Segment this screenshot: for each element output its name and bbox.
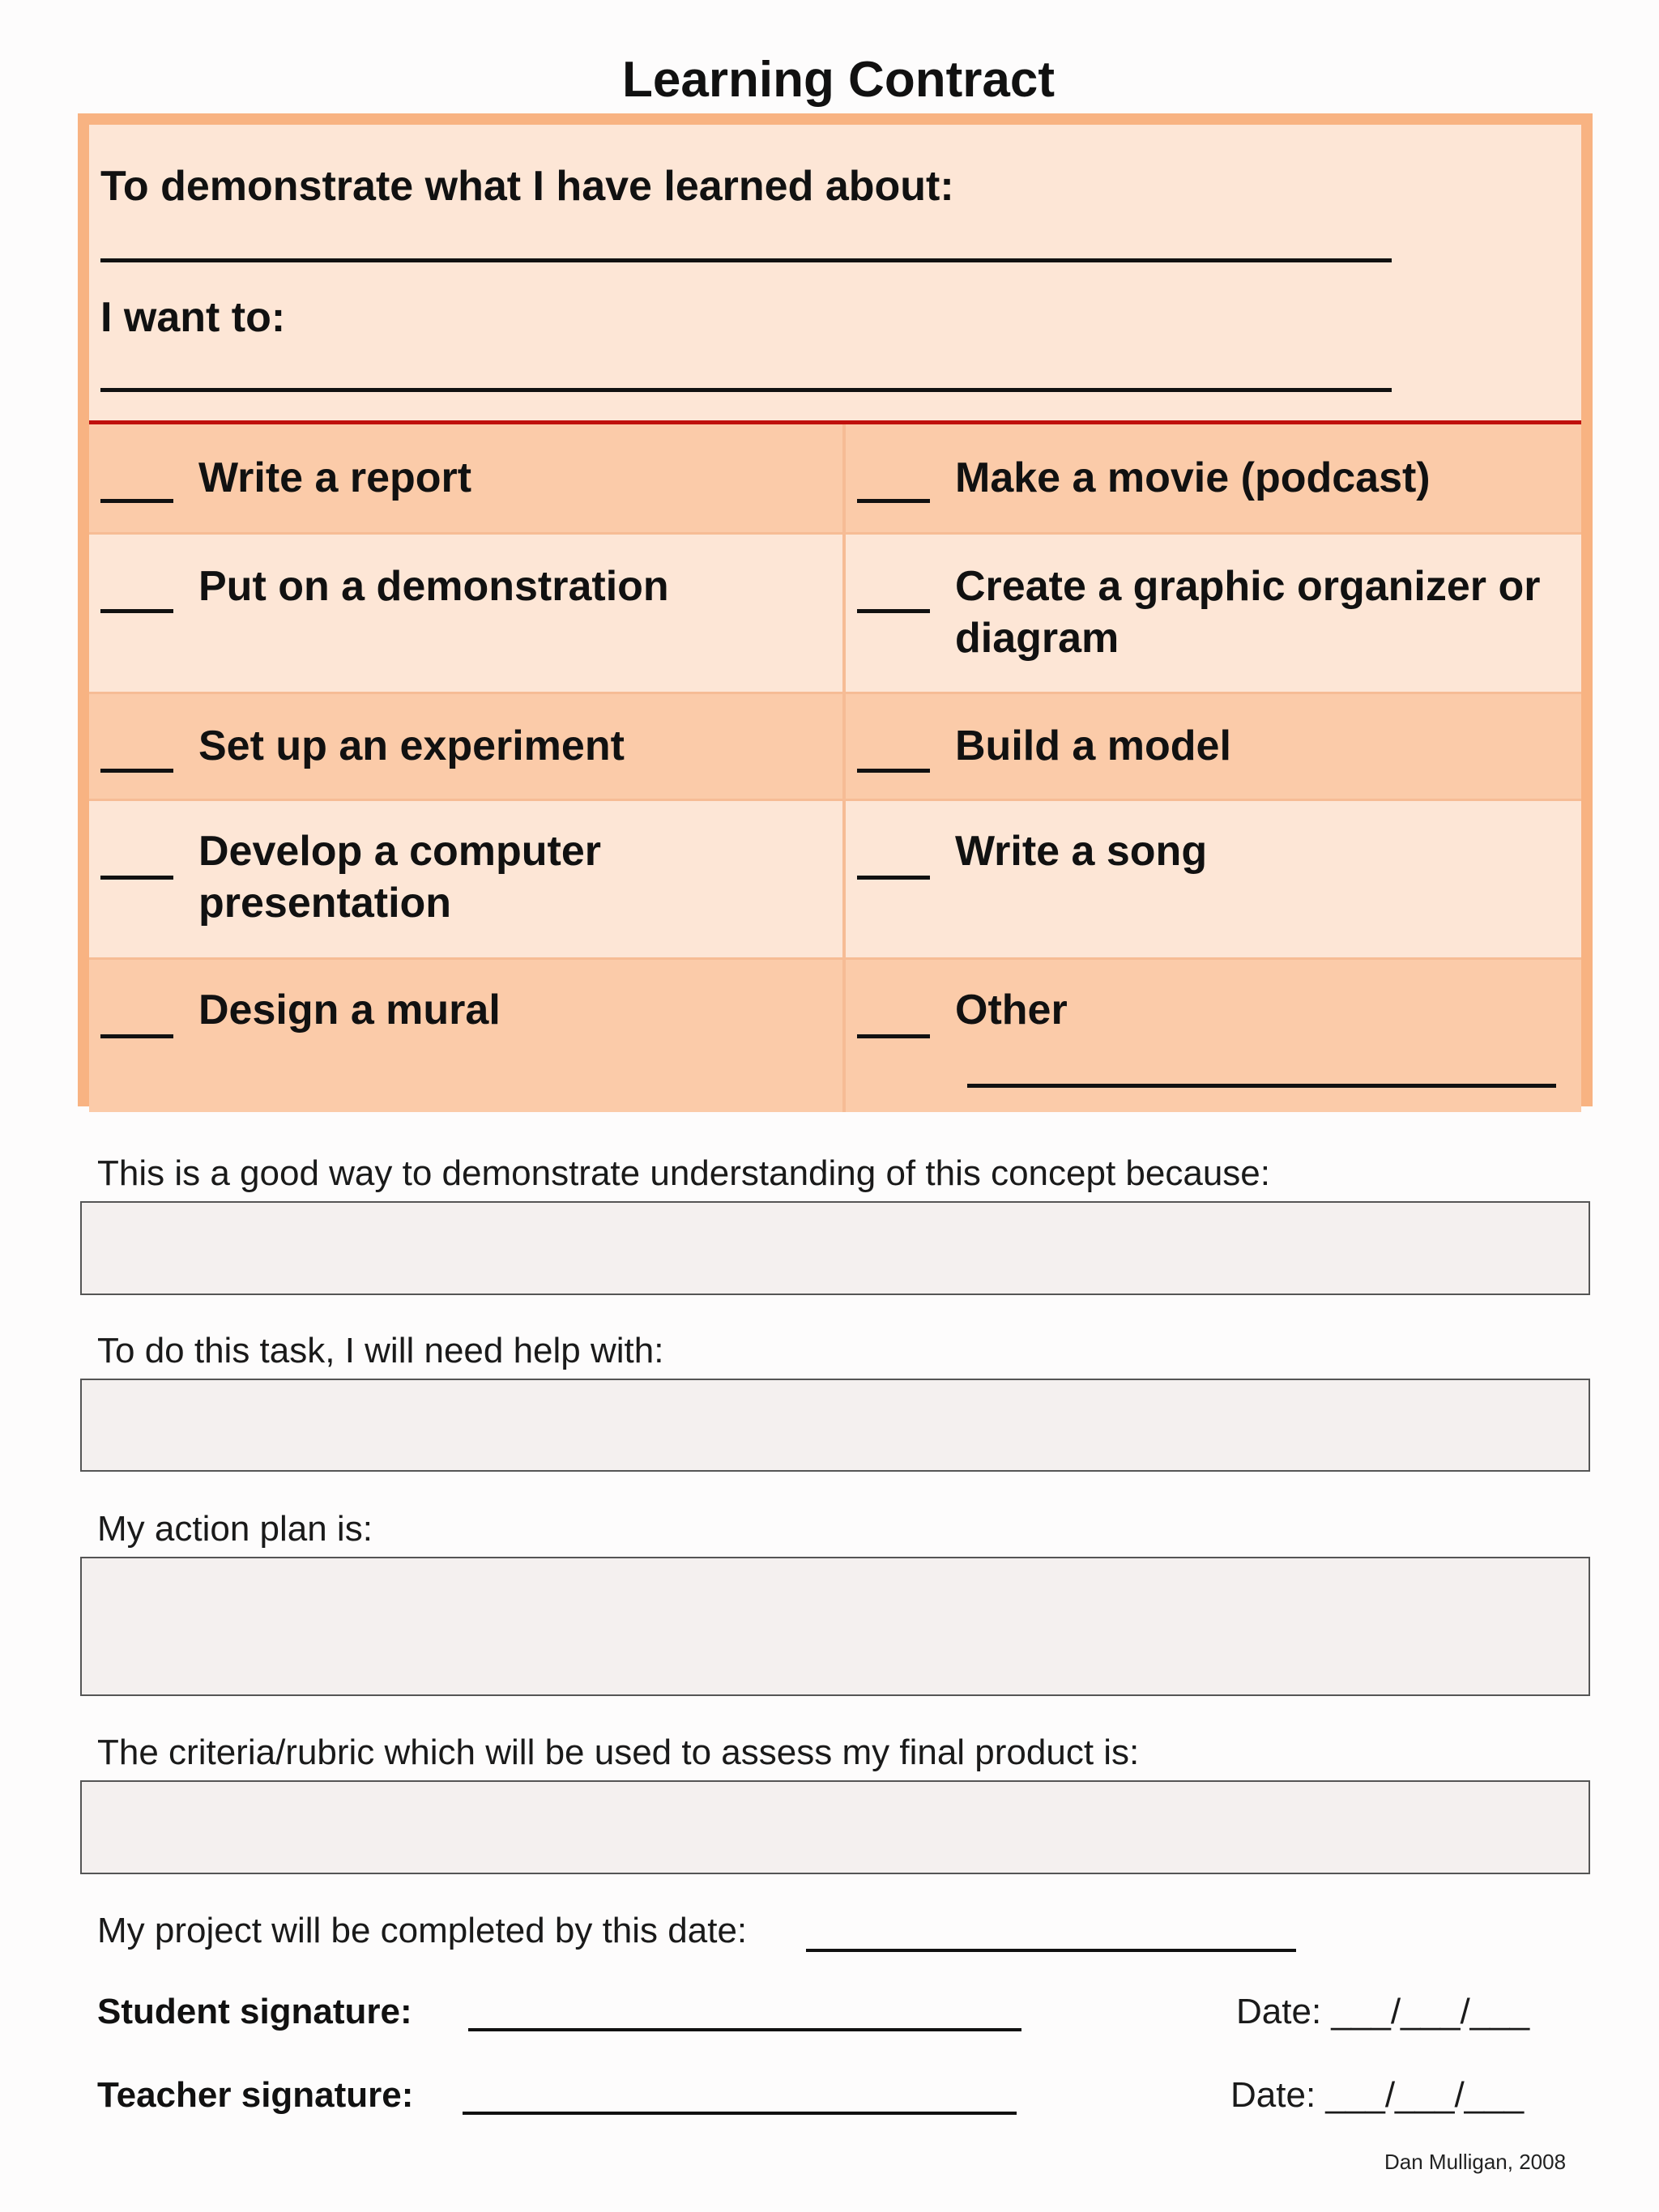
reason-field[interactable] [80,1201,1590,1295]
options-row [89,957,1581,1112]
teacher-signature-label: Teacher signature: [97,2075,414,2115]
option-label: Write a song [955,828,1208,875]
option-label: Other [955,987,1068,1034]
date-label: Date: [1236,1992,1322,2031]
option-checkbox-blank[interactable] [857,1034,930,1038]
options-row [89,692,1581,801]
completion-date-label: My project will be completed by this date: [97,1911,748,1950]
options-row [89,799,1581,960]
option-label: Put on a demonstration [198,563,669,610]
date-label: Date: [1230,2075,1316,2115]
option-checkbox-blank[interactable] [857,769,930,773]
student-signature-field[interactable] [468,2028,1021,2031]
option-experiment [89,694,839,801]
option-label: Make a movie (podcast) [955,454,1431,501]
date-blank[interactable]: ___/___/___ [1331,1992,1530,2031]
option-demonstration [89,535,839,694]
criteria-field[interactable] [80,1780,1590,1874]
option-write-report [89,424,839,532]
learned-about-field[interactable] [100,258,1392,262]
contract-options-box [78,113,1593,1106]
teacher-date [1230,2075,1525,2115]
option-label: Set up an experiment [198,722,625,769]
option-checkbox-blank[interactable] [857,499,930,503]
option-label: Develop a computer presentation [198,828,602,927]
criteria-label: The criteria/rubric which will be used to assess my final product is: [97,1733,1140,1772]
option-other [842,960,1584,1112]
option-label: Design a mural [198,987,501,1034]
date-blank[interactable]: ___/___/___ [1325,2075,1525,2115]
option-graphic-organizer [842,535,1584,694]
option-checkbox-blank[interactable] [857,609,930,613]
plan-field[interactable] [80,1557,1590,1696]
help-label: To do this task, I will need help with: [97,1331,664,1370]
help-field[interactable] [80,1379,1590,1472]
option-write-song [842,801,1584,960]
option-label: Write a report [198,454,472,501]
option-make-movie [842,424,1584,532]
teacher-signature-field[interactable] [463,2112,1017,2115]
option-label: Create a graphic organizer or diagram [955,563,1541,662]
author-credit: Dan Mulligan, 2008 [1384,2150,1567,2174]
option-label: Build a model [955,722,1231,769]
option-checkbox-blank[interactable] [857,876,930,880]
intro-section [89,125,1581,420]
option-checkbox-blank[interactable] [100,769,173,773]
plan-label: My action plan is: [97,1509,373,1549]
reason-label: This is a good way to demonstrate understanding of this concept because: [97,1153,1270,1193]
want-to-label: I want to: [100,294,286,341]
completion-date-field[interactable] [806,1949,1296,1952]
want-to-field[interactable] [100,388,1392,392]
option-checkbox-blank[interactable] [100,876,173,880]
learned-about-label: To demonstrate what I have learned about: [100,163,954,210]
option-computer-presentation [89,801,839,960]
option-checkbox-blank[interactable] [100,499,173,503]
option-mural [89,960,839,1112]
option-checkbox-blank[interactable] [100,1034,173,1038]
options-row [89,532,1581,694]
options-grid [89,424,1581,1095]
option-checkbox-blank[interactable] [100,609,173,613]
options-row [89,424,1581,532]
other-field[interactable] [967,1084,1556,1088]
option-build-model [842,694,1584,801]
page-title: Learning Contract [622,52,1055,108]
student-signature-label: Student signature: [97,1992,412,2031]
student-date [1236,1994,1529,2030]
